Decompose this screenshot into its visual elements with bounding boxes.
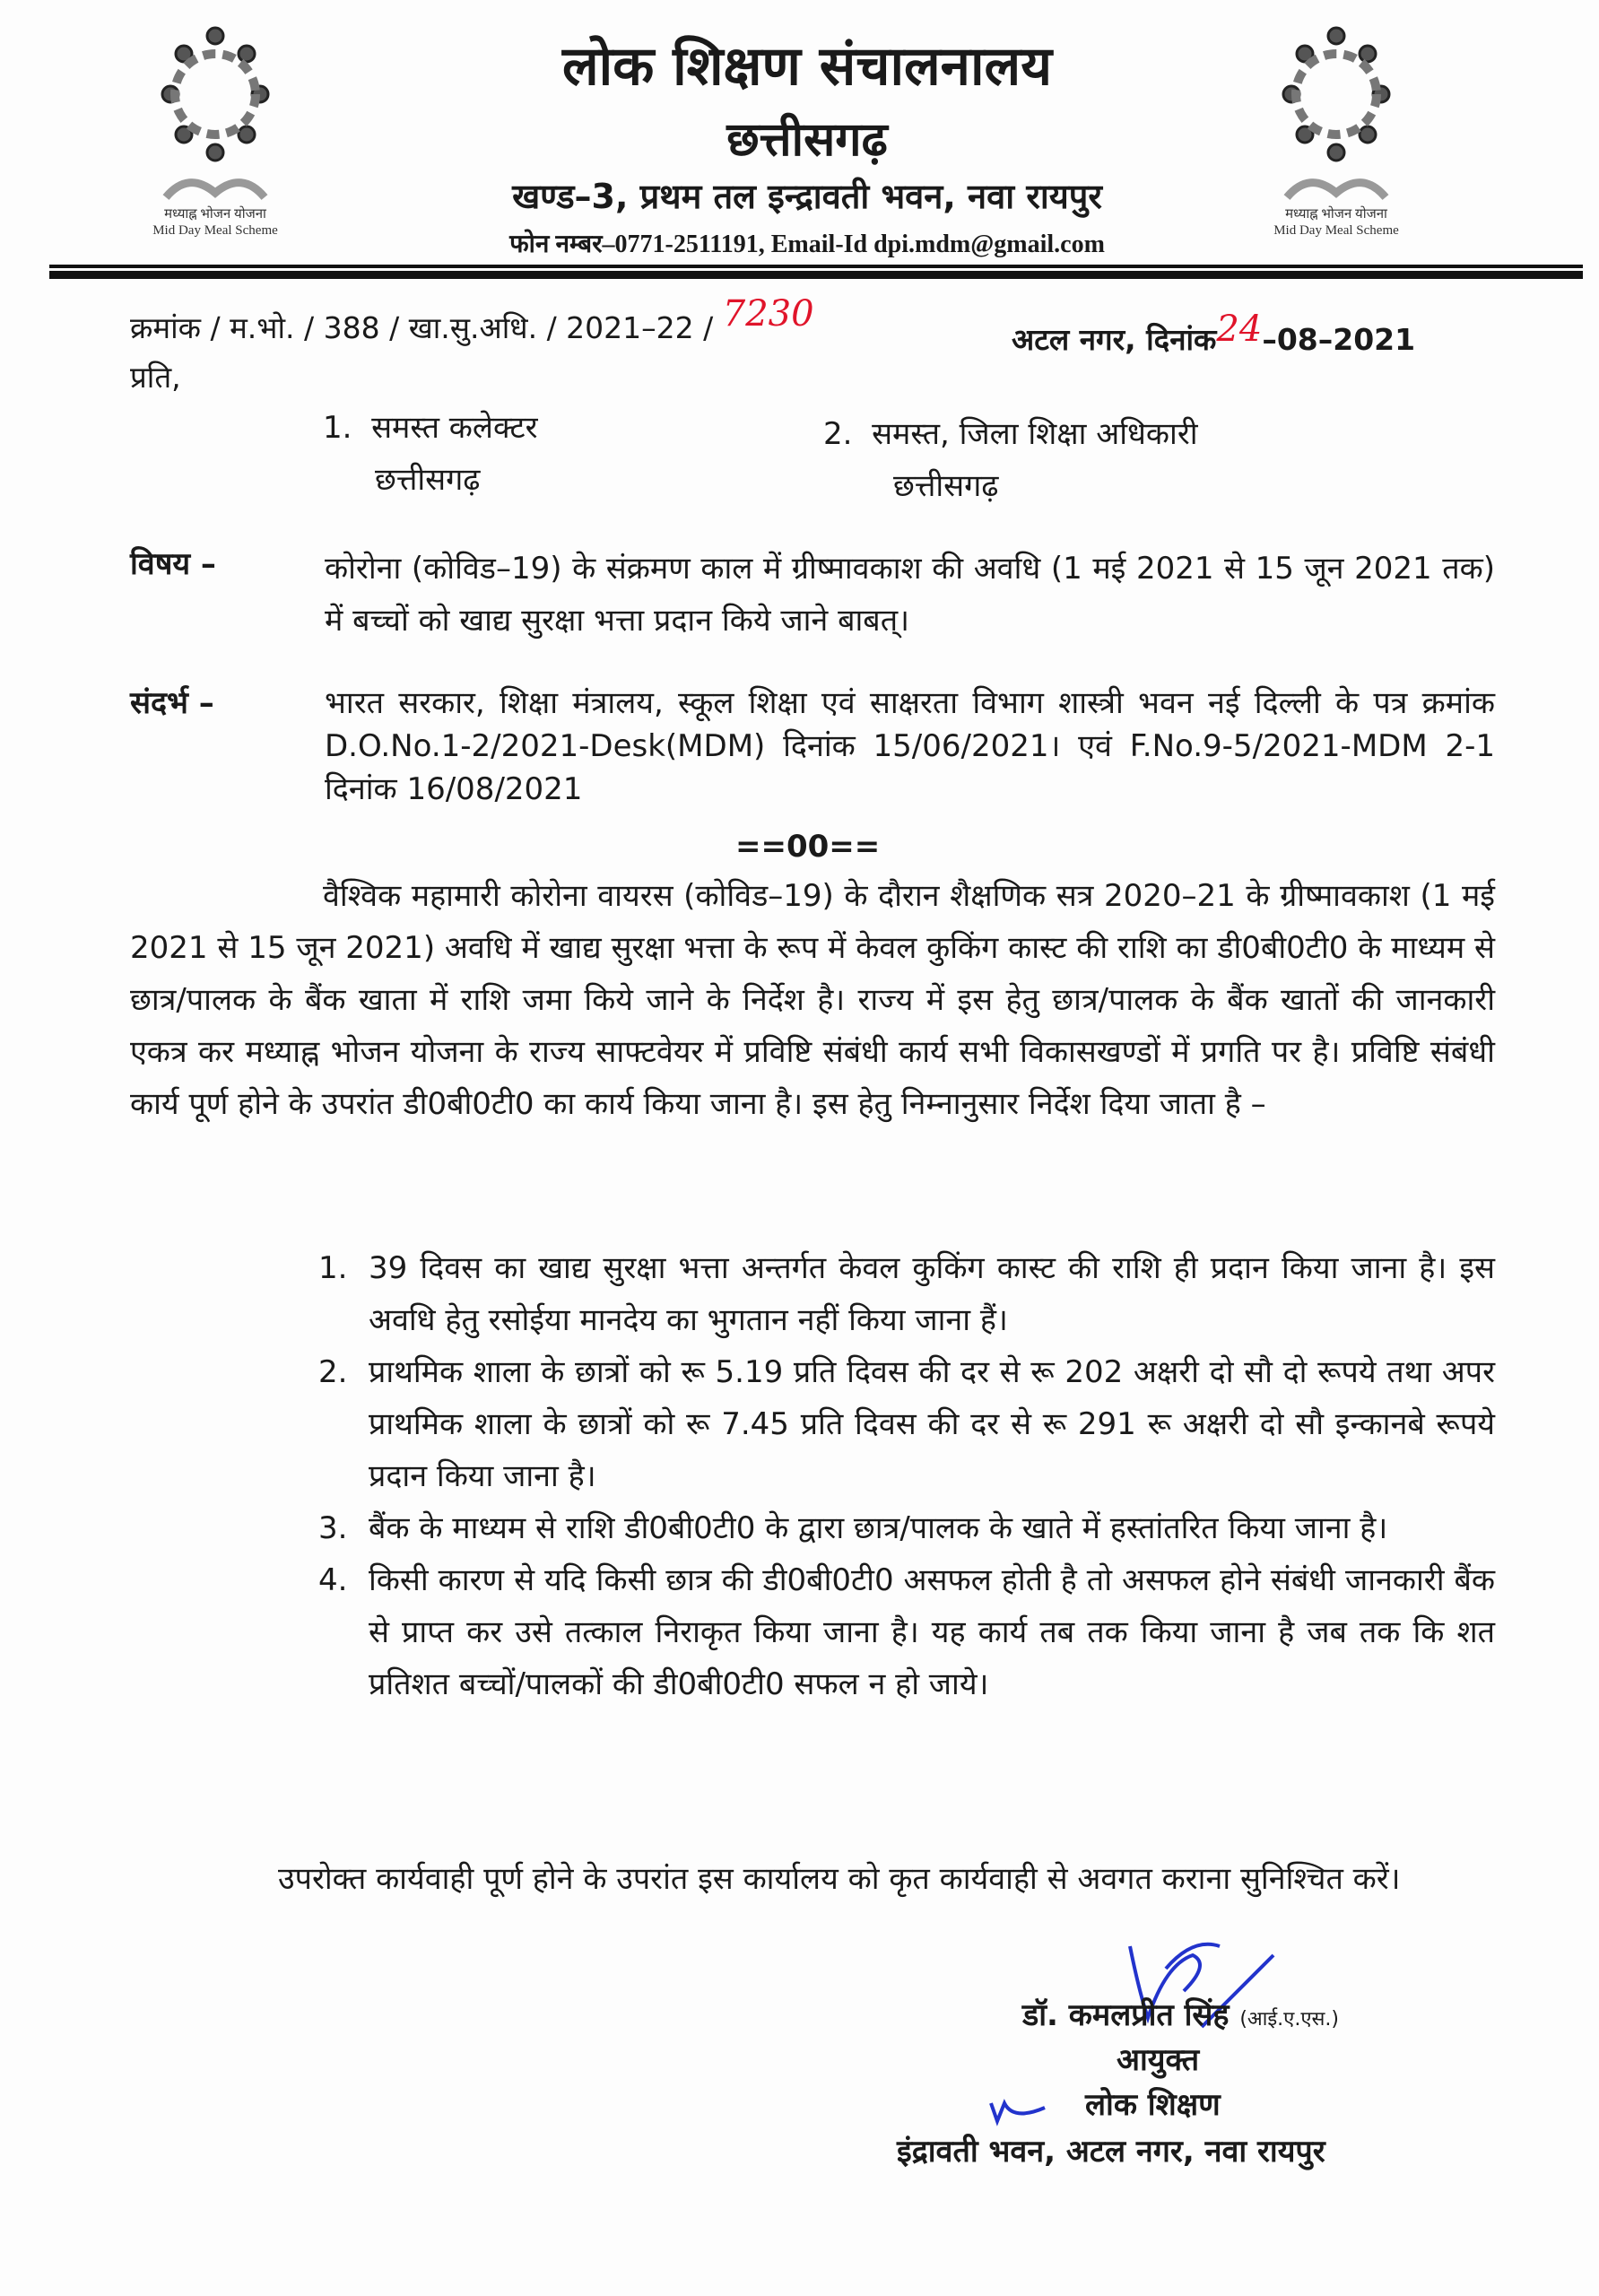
office-address: खण्ड–3, प्रथम तल इन्द्रावती भवन, नवा रायपुर — [512, 177, 1102, 216]
handwritten-day: 24 — [1216, 309, 1263, 350]
logo-caption-english: Mid Day Meal Scheme — [1273, 223, 1399, 238]
item-number: 2. — [318, 1354, 348, 1390]
subject-label: विषय – — [130, 546, 216, 582]
office-contact: फोन नम्बर–0771-2511191, Email-Id dpi.mdm@gmail.com — [509, 230, 1105, 258]
logo-caption-hindi: मध्याह्न भोजन योजना — [1285, 207, 1387, 222]
recipient-2 — [823, 408, 1198, 512]
item-text: प्राथमिक शाला के छात्रों को रू 5.19 प्रति दिवस की दर से रू 202 अक्षरी दो सौ दो रूपये तथा अपर प्राथमिक शाला के छात्रों को रू 7.45 प्रति दिवस की दर से रू 291 रू अक्षरी दो सौ इन्कानबे रूपये प्रदान किया जाना है। — [369, 1354, 1495, 1494]
letter-number-text: क्रमांक / म.भो. / 388 / खा.सु.अधि. / 2021–22 / — [130, 310, 714, 345]
item-number: 1. — [318, 1250, 348, 1286]
signatory-department: लोक शिक्षण — [1085, 2087, 1221, 2123]
logo-caption-hindi: मध्याह्न भोजन योजना — [164, 207, 266, 222]
signatory-name-text: डॉ. कमलप्रीत सिंह — [1022, 1997, 1230, 2033]
letter-date — [1012, 309, 1416, 366]
signatory-service: (आई.ए.एस.) — [1239, 2008, 1339, 2031]
handwritten-number: 7230 — [722, 293, 814, 335]
signatory-address: इंद्रावती भवन, अटल नगर, नवा रायपुर — [897, 2134, 1325, 2170]
instruction-item — [318, 1242, 1495, 1346]
instruction-item — [318, 1502, 1495, 1554]
mid-day-meal-logo-right — [1247, 18, 1426, 239]
recipient-line1: समस्त, जिला शिक्षा अधिकारी — [872, 416, 1198, 452]
initial-mark-icon — [986, 2094, 1049, 2130]
office-state: छत्तीसगढ़ — [726, 113, 888, 167]
closing-paragraph: उपरोक्त कार्यवाही पूर्ण होने के उपरांत इस कार्यालय को कृत कार्यवाही से अवगत कराना सुनिश्चित करें। — [278, 1861, 1401, 1897]
date-prefix: अटल नगर, दिनांक — [1012, 322, 1217, 357]
recipient-number: 2. — [823, 416, 853, 452]
item-number: 4. — [318, 1562, 348, 1598]
header-rule-thin — [49, 265, 1583, 268]
recipient-1 — [323, 402, 538, 506]
body-paragraph: वैश्विक महामारी कोरोना वायरस (कोविड–19) के दौरान शैक्षणिक सत्र 2020–21 के ग्रीष्मावकाश (1 मई 2021 से 15 जून 2021) अवधि में खाद्य सुरक्षा भत्ता के रूप में केवल कुकिंग कास्ट की राशि का डी0बी0टी0 के माध्यम से छात्र/पालक के बैंक खाता में राशि जमा किये जाने के निर्देश है। राज्य में इस हेतु छात्र/पालक के बैंक खातों की जानकारी एकत्र कर मध्याह्न भोजन योजना के राज्य साफ्टवेयर में प्रविष्टि संबंधी कार्य सभी विकासखण्डों में प्रगति पर है। प्रविष्टि संबंधी कार्य पूर्ण होने के उपरांत डी0बी0टी0 का कार्य किया जाना है। इस हेतु निम्नानुसार निर्देश दिया जाता है – — [130, 878, 1495, 1122]
recipient-line2: छत्तीसगढ़ — [375, 462, 481, 498]
recipient-line2: छत्तीसगढ़ — [893, 468, 999, 504]
letter-number — [130, 293, 814, 354]
header-rule-thick — [49, 271, 1583, 279]
reference-text: भारत सरकार, शिक्षा मंत्रालय, स्कूल शिक्षा एवं साक्षरता विभाग शास्त्री भवन नई दिल्ली के पत्र क्रमांक D.O.No.1-2/2021-Desk(MDM) दिनांक 15/06/2021। एवं F.No.9-5/2021-MDM 2-1 दिनांक 16/08/2021 — [325, 685, 1495, 807]
office-title: लोक शिक्षण संचालनालय — [561, 35, 1053, 98]
mdm-emblem-icon — [148, 18, 282, 206]
item-text: 39 दिवस का खाद्य सुरक्षा भत्ता अन्तर्गत केवल कुकिंग कास्ट की राशि ही प्रदान किया जाना है। इस अवधि हेतु रसोईया मानदेय का भुगतान नहीं किया जाना हैं। — [369, 1250, 1495, 1338]
mid-day-meal-logo-left — [126, 18, 305, 239]
reference-label: संदर्भ – — [130, 685, 214, 721]
recipient-line1: समस्त कलेक्टर — [371, 410, 538, 446]
date-suffix: –08–2021 — [1262, 322, 1416, 357]
item-number: 3. — [318, 1510, 348, 1546]
mdm-emblem-icon — [1269, 18, 1403, 206]
recipient-number: 1. — [323, 410, 352, 446]
item-text: बैंक के माध्यम से राशि डी0बी0टी0 के द्वारा छात्र/पालक के खाते में हस्तांतरित किया जाना है। — [369, 1510, 1388, 1546]
instruction-item — [318, 1554, 1495, 1710]
instruction-item — [318, 1346, 1495, 1502]
signatory-designation: आयुक्त — [1117, 2042, 1200, 2078]
logo-caption-english: Mid Day Meal Scheme — [152, 223, 278, 238]
separator: ==00== — [735, 829, 881, 865]
instruction-list — [318, 1242, 1495, 1710]
to-label: प्रति, — [130, 360, 181, 395]
subject-text: कोरोना (कोविड–19) के संक्रमण काल में ग्रीष्मावकाश की अवधि (1 मई 2021 से 15 जून 2021 तक) में बच्चों को खाद्य सुरक्षा भत्ता प्रदान किये जाने बाबत्। — [325, 551, 1495, 639]
item-text: किसी कारण से यदि किसी छात्र की डी0बी0टी0 असफल होती है तो असफल होने संबंधी जानकारी बैंक से प्राप्त कर उसे तत्काल निराकृत किया जाना है। यह कार्य तब तक किया जाना है जब तक कि शत प्रतिशत बच्चों/पालकों की डी0बी0टी0 सफल न हो जाये। — [369, 1562, 1495, 1702]
